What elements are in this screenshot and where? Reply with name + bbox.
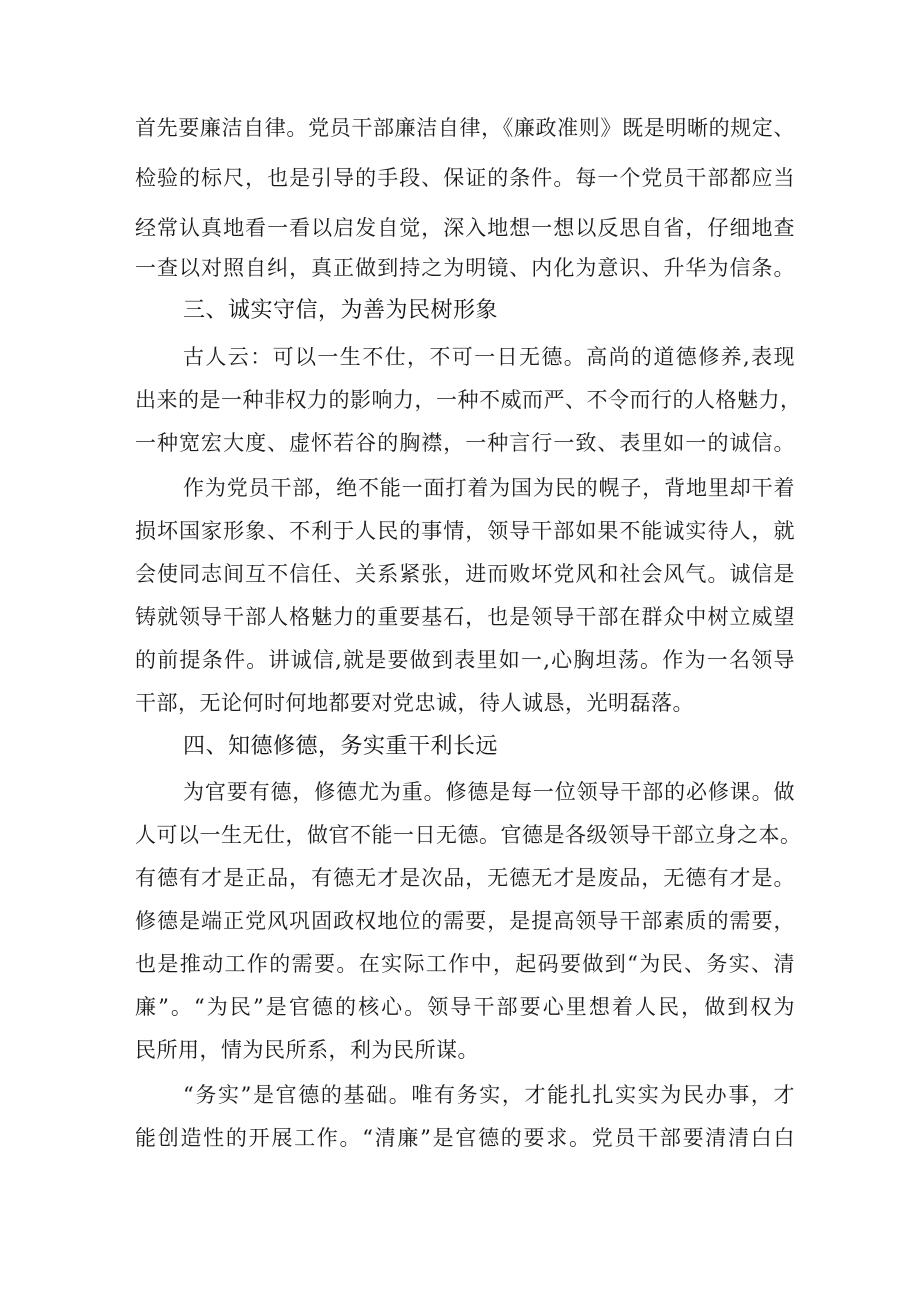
section-heading-3: 三、诚实守信，为善为民树形象 bbox=[183, 298, 499, 323]
paragraph-line: 检验的标尺，也是引导的手段、保证的条件。每一个党员干部都应当 bbox=[135, 166, 795, 190]
paragraph-line: 作为党员干部，绝不能一面打着为国为民的幌子，背地里却干着 bbox=[183, 476, 795, 500]
paragraph-line: 首先要廉洁自律。党员干部廉洁自律，《廉政准则》既是明晰的规定、 bbox=[135, 116, 795, 140]
paragraph-line: 一种宽宏大度、虚怀若谷的胸襟，一种言行一致、表里如一的诚信。 bbox=[135, 431, 795, 455]
paragraph-line: 能创造性的开展工作。“清廉”是官德的要求。党员干部要清清白白 bbox=[135, 1126, 795, 1150]
paragraph-line: 会使同志间互不信任、关系紧张，进而败坏党风和社会风气。诚信是 bbox=[135, 562, 795, 586]
paragraph-line: 出来的是一种非权力的影响力，一种不威而严、不令而行的人格魅力， bbox=[135, 388, 802, 412]
paragraph-line: 干部，无论何时何地都要对党忠诚，待人诚恳，光明磊落。 bbox=[135, 691, 694, 715]
paragraph-line: 损坏国家形象、不利于人民的事情，领导干部如果不能诚实待人，就 bbox=[135, 519, 795, 543]
paragraph-line: 经常认真地看一看以启发自觉，深入地想一想以反思自省，仔细地查 bbox=[135, 216, 795, 240]
paragraph-line: 民所用，情为民所系，利为民所谋。 bbox=[135, 1038, 479, 1062]
paragraph-line: 一查以对照自纠，真正做到持之为明镜、内化为意识、升华为信条。 bbox=[135, 256, 795, 280]
paragraph-line: 的前提条件。讲诚信,就是要做到表里如一,心胸坦荡。作为一名领导 bbox=[135, 648, 795, 672]
paragraph-line: 为官要有德，修德尤为重。修德是每一位领导干部的必修课。做 bbox=[183, 780, 795, 804]
paragraph-line: 也是推动工作的需要。在实际工作中，起码要做到“为民、务实、清 bbox=[135, 952, 795, 976]
paragraph-line: 铸就领导干部人格魅力的重要基石，也是领导干部在群众中树立威望 bbox=[135, 605, 795, 629]
paragraph-line: “务实”是官德的基础。唯有务实，才能扎扎实实为民办事，才 bbox=[183, 1083, 795, 1107]
paragraph-line: 廉”。“为民”是官德的核心。领导干部要心里想着人民，做到权为 bbox=[135, 995, 795, 1019]
paragraph-line: 人可以一生无仕，做官不能一日无德。官德是各级领导干部立身之本。 bbox=[135, 823, 802, 847]
paragraph-line: 修德是端正党风巩固政权地位的需要，是提高领导干部素质的需要， bbox=[135, 909, 795, 933]
section-heading-4: 四、知德修德，务实重干利长远 bbox=[183, 734, 499, 759]
paragraph-line: 古人云：可以一生不仕，不可一日无德。高尚的道德修养,表现 bbox=[183, 345, 795, 369]
paragraph-line: 有德有才是正品，有德无才是次品，无德无才是废品，无德有才是。 bbox=[135, 866, 795, 890]
